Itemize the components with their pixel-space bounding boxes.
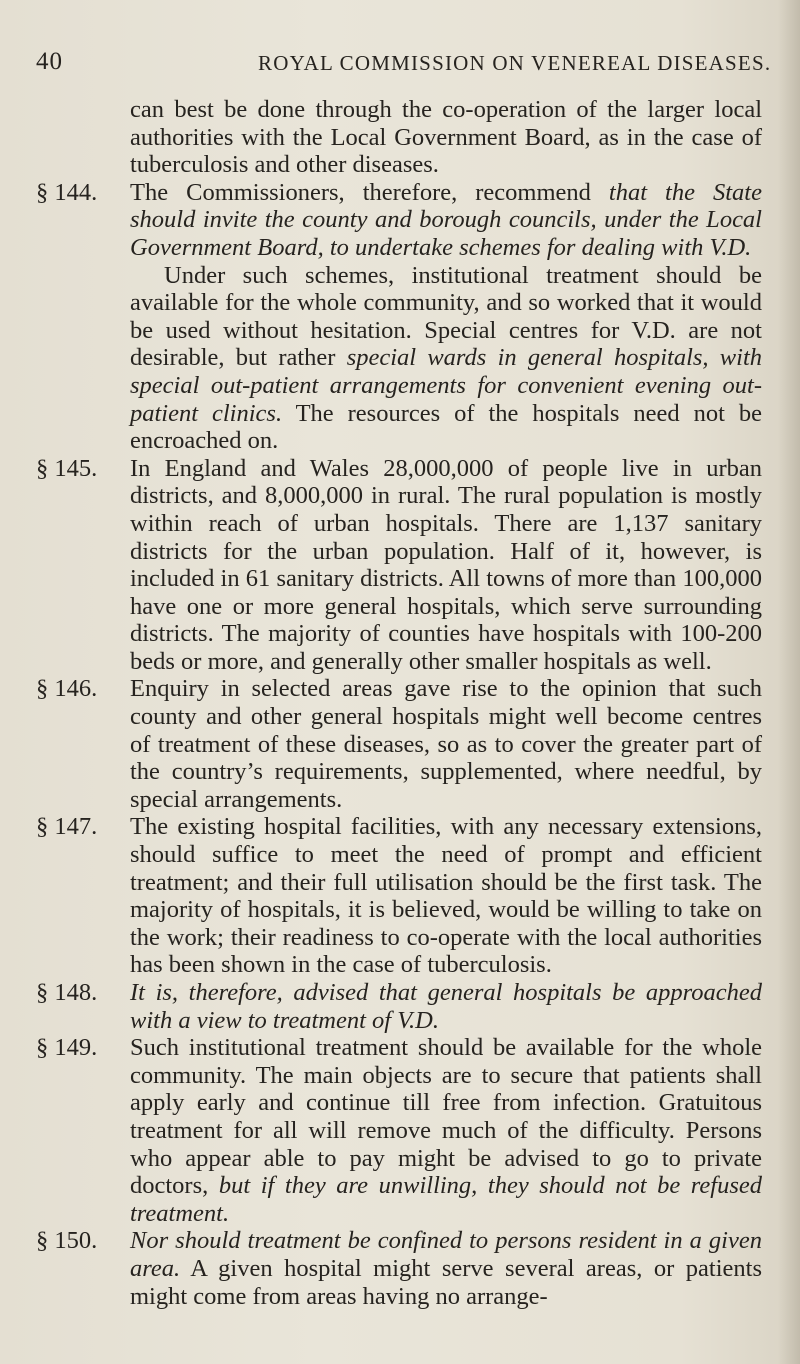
paragraph-text: Enquiry in selected areas gave rise to the opinion that such county and other general hospitals might well become centres of treatment of these diseases, so as to cover the greater part of the country’s requirements, supplemented, where needful, by special arrangements. bbox=[130, 675, 762, 813]
section-148 bbox=[36, 979, 762, 1034]
paragraph-text: can best be done through the co-operation of the larger local authorities with the Local Government Board, as in the case of tuberculosis and other diseases. bbox=[130, 96, 762, 179]
paragraph-text: In England and Wales 28,000,000 of people live in urban districts, and 8,000,000 in rural. The rural population is mostly within reach of urban hospitals. There are 1,137 sanitary districts for the urban population. Half of it, however, is included in 61 sanitary districts. All towns of more than 100,000 have one or more general hospitals, which serve surrounding districts. The majority of counties have hospitals with 100-200 beds or more, and generally other smaller hospitals as well. bbox=[130, 454, 762, 675]
paragraph-continuation bbox=[36, 96, 762, 179]
running-title: ROYAL COMMISSION ON VENEREAL DISEASES. bbox=[258, 51, 772, 75]
paragraph-text: The existing hospital facilities, with any necessary extensions, should suffice to meet the need of prompt and efficient treatment; and their full utilisation should be the first task. The majority of hospitals, it is believed, would be willing to take on the work; their readiness to co-operate with the local authorities has been shown in the case of tuberculosis. bbox=[130, 813, 762, 979]
section-number: § 144. bbox=[36, 178, 98, 206]
section-number: § 147. bbox=[36, 813, 98, 841]
italic-recommendation: that the State should invite the county and borough councils, under the Local Government Board, to undertake schemes for dealing with V.D. bbox=[130, 178, 762, 261]
text-run: The resources of the hospitals need not be encroached on. bbox=[130, 399, 762, 455]
text-run: The Commissioners, therefore, recommend bbox=[130, 178, 609, 206]
italic-text: special wards in general hospitals, with special out-patient arrangements for convenient evening out-patient clinics. bbox=[130, 344, 762, 427]
text-run: A given hospital might serve several areas, or patients might come from areas having no arrange- bbox=[130, 1254, 762, 1310]
italic-text: It is, therefore, advised that general hospitals be approached with a view to treatment of V.D. bbox=[130, 979, 762, 1034]
body-text bbox=[36, 96, 762, 1310]
section-number: § 150. bbox=[36, 1227, 98, 1255]
section-149 bbox=[36, 1034, 762, 1227]
paragraph-text bbox=[130, 1227, 762, 1310]
paragraph-text bbox=[130, 262, 762, 455]
section-number: § 148. bbox=[36, 979, 98, 1006]
paragraph-text bbox=[130, 1034, 762, 1227]
section-150 bbox=[36, 1227, 762, 1310]
section-145 bbox=[36, 455, 762, 676]
italic-text: Nor should treatment be confined to persons resident in a given area. bbox=[130, 1227, 762, 1282]
page-number: 40 bbox=[36, 48, 63, 75]
section-147 bbox=[36, 813, 762, 979]
text-run: Under such schemes, institutional treatment should be available for the whole community, and so worked that it would be used without hesitation. Special centres for V.D. are not desirable, but rather bbox=[130, 261, 762, 372]
section-number: § 146. bbox=[36, 675, 98, 703]
paragraph-text bbox=[130, 179, 762, 262]
section-144 bbox=[36, 179, 762, 455]
paragraph-text bbox=[130, 979, 762, 1034]
section-146 bbox=[36, 675, 762, 813]
italic-text: but if they are unwilling, they should not be refused treatment. bbox=[130, 1172, 762, 1227]
section-number: § 149. bbox=[36, 1034, 98, 1062]
text-run: Such institutional treatment should be available for the whole community. The main objects are to secure that patients shall apply early and continue till free from infection. Gratuitous treatment for all will remove much of the difficulty. Persons who appear able to pay might be advised to go to private doctors, bbox=[130, 1034, 762, 1200]
running-head bbox=[36, 48, 772, 84]
section-number: § 145. bbox=[36, 454, 98, 482]
